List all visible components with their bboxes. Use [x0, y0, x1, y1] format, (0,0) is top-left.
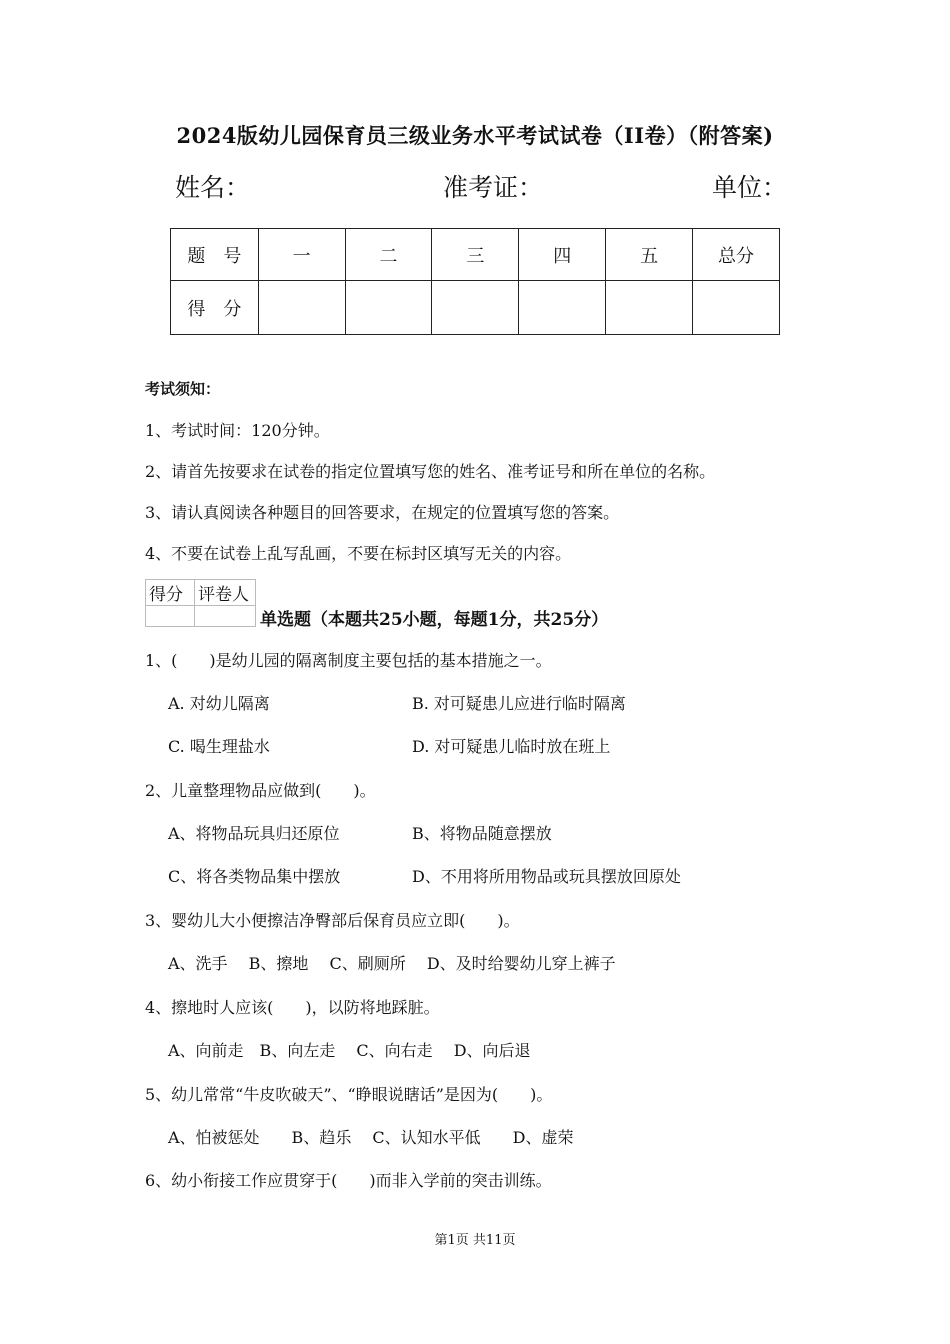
question-options-line[interactable]: A、洗手 B、擦地 C、刷厕所 D、及时给婴幼儿穿上裤子	[168, 954, 616, 973]
score-cell[interactable]	[258, 281, 345, 335]
score-header-cell: 一	[258, 229, 345, 281]
question-option[interactable]: B. 对可疑患儿应进行临时隔离	[412, 694, 626, 713]
score-cell[interactable]	[432, 281, 519, 335]
score-header-cell: 二	[345, 229, 432, 281]
question-option[interactable]: D、不用将所用物品或玩具摆放回原处	[412, 867, 681, 886]
score-header-cell: 五	[606, 229, 693, 281]
question-stem: 1、( )是幼儿园的隔离制度主要包括的基本措施之一。	[145, 651, 552, 670]
question-option[interactable]: C. 喝生理盐水	[168, 737, 270, 756]
note-item: 1、考试时间：120分钟。	[145, 421, 330, 440]
score-row-label: 得 分	[171, 281, 259, 335]
grader-box	[145, 579, 256, 627]
question-option[interactable]: A. 对幼儿隔离	[168, 694, 270, 713]
grader-score-cell[interactable]	[146, 606, 195, 627]
note-item: 4、不要在试卷上乱写乱画，不要在标封区填写无关的内容。	[145, 544, 572, 563]
score-header-cell: 总分	[693, 229, 780, 281]
unit-label: 单位：	[712, 173, 788, 202]
question-stem: 5、幼儿常常“牛皮吹破天”、“睁眼说瞎话”是因为( )。	[145, 1085, 553, 1104]
grader-reviewer-cell[interactable]	[195, 606, 256, 627]
question-stem: 3、婴幼儿大小便擦洁净臀部后保育员应立即( )。	[145, 911, 520, 930]
score-header-cell: 三	[432, 229, 519, 281]
note-item: 3、请认真阅读各种题目的回答要求，在规定的位置填写您的答案。	[145, 503, 620, 522]
score-header-cell: 四	[519, 229, 606, 281]
page-footer: 第1页 共11页	[434, 1233, 516, 1248]
question-stem: 6、幼小衔接工作应贯穿于( )而非入学前的突击训练。	[145, 1171, 552, 1190]
question-stem: 2、儿童整理物品应做到( )。	[145, 781, 376, 800]
question-option[interactable]: D. 对可疑患儿临时放在班上	[412, 737, 611, 756]
grader-reviewer-label: 评卷人	[195, 580, 256, 606]
note-item: 2、请首先按要求在试卷的指定位置填写您的姓名、准考证号和所在单位的名称。	[145, 462, 716, 481]
score-header-cell: 题 号	[171, 229, 259, 281]
page-title: 2024版幼儿园保育员三级业务水平考试试卷（II卷）（附答案)	[176, 123, 774, 148]
notes-heading: 考试须知：	[145, 380, 221, 398]
score-cell[interactable]	[693, 281, 780, 335]
score-cell[interactable]	[519, 281, 606, 335]
question-option[interactable]: C、将各类物品集中摆放	[168, 867, 341, 886]
section-title: 单选题（本题共25小题，每题1分，共25分）	[260, 610, 609, 630]
score-cell[interactable]	[345, 281, 432, 335]
score-cell[interactable]	[606, 281, 693, 335]
name-label: 姓名：	[175, 173, 251, 202]
score-table	[170, 228, 780, 335]
exam-id-label: 准考证：	[443, 173, 544, 202]
question-option[interactable]: A、将物品玩具归还原位	[168, 824, 340, 843]
score-table-score-row	[171, 281, 780, 335]
score-table-header-row	[171, 229, 780, 281]
question-options-line[interactable]: A、向前走 B、向左走 C、向右走 D、向后退	[168, 1041, 531, 1060]
question-option[interactable]: B、将物品随意摆放	[412, 824, 552, 843]
question-stem: 4、擦地时人应该( )，以防将地踩脏。	[145, 998, 440, 1017]
question-options-line[interactable]: A、怕被惩处 B、趋乐 C、认知水平低 D、虚荣	[168, 1128, 574, 1147]
grader-score-label: 得分	[146, 580, 195, 606]
